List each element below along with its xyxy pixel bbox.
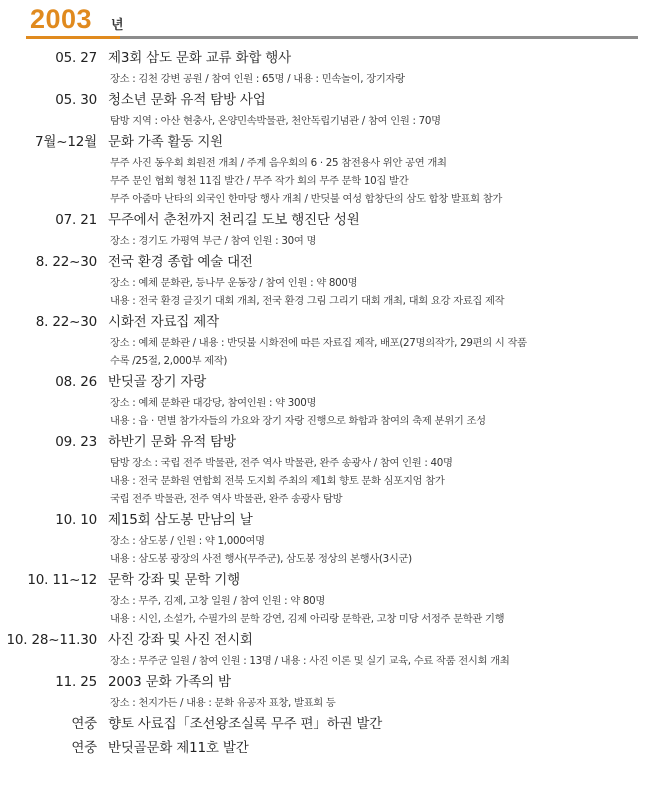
entry-title: 문화 가족 활동 지원 <box>108 134 224 150</box>
entry-heading <box>0 131 657 154</box>
header-rule <box>120 36 638 39</box>
entry-heading <box>0 47 657 70</box>
entry-detail-line: 수록 /25절, 2,000부 제작) <box>110 355 228 367</box>
entry-title: 제15회 삼도봉 만남의 날 <box>108 512 253 528</box>
entry-title: 시화전 자료집 제작 <box>108 314 219 330</box>
timeline-entry <box>0 713 657 737</box>
entry-date: 07. 21 <box>55 212 97 228</box>
entry-title: 반딧골 장기 자랑 <box>108 374 207 390</box>
entry-detail-line: 장소 : 천지가든 / 내용 : 문화 유공자 표창, 발표회 등 <box>110 697 336 709</box>
entry-detail-line: 장소 : 김천 강변 공원 / 참여 인원 : 65명 / 내용 : 민속놀이, 장기자랑 <box>110 73 405 85</box>
entry-detail-line: 장소 : 예체 문화관, 등나무 운동장 / 참여 인원 : 약 800명 <box>110 277 358 289</box>
entry-heading <box>0 509 657 532</box>
timeline-entry <box>0 671 657 713</box>
entry-heading <box>0 89 657 112</box>
entry-heading <box>0 371 657 394</box>
event-timeline <box>0 47 657 761</box>
entry-detail-line: 장소 : 무주, 김제, 고창 일원 / 참여 인원 : 약 80명 <box>110 595 326 607</box>
entry-detail-line: 내용 : 시인, 소설가, 수필가의 문학 강연, 김제 아리랑 문학관, 고창 미당 서정주 문학관 기행 <box>110 613 505 625</box>
entry-title: 2003 문화 가족의 밤 <box>108 674 231 690</box>
entry-heading <box>0 311 657 334</box>
timeline-entry <box>0 209 657 251</box>
entry-detail-line: 장소 : 예체 문화관 대강당, 참여인원 : 약 300명 <box>110 397 317 409</box>
entry-detail-line: 탐방 장소 : 국립 전주 박물관, 전주 역사 박물관, 완주 송광사 / 참여 인원 : 40명 <box>110 457 453 469</box>
entry-title: 반딧골문화 제11호 발간 <box>108 740 249 756</box>
entry-title: 향토 사료집「조선왕조실록 무주 편」하권 발간 <box>108 716 383 732</box>
entry-heading <box>0 209 657 232</box>
timeline-entry <box>0 89 657 131</box>
entry-date: 7월~12월 <box>35 134 97 150</box>
entry-date: 연중 <box>71 716 97 732</box>
entry-detail-line: 무주 사진 동우회 회원전 개최 / 주계 음우회의 6 · 25 참전용사 위안 공연 개최 <box>110 157 447 169</box>
timeline-entry <box>0 737 657 761</box>
entry-heading <box>0 629 657 652</box>
entry-heading <box>0 569 657 592</box>
entry-detail-line: 내용 : 전국 환경 글짓기 대회 개최, 전국 환경 그림 그리기 대회 개최, 대회 요강 자료집 제작 <box>110 295 505 307</box>
entry-date: 05. 27 <box>55 50 97 66</box>
timeline-entry <box>0 311 657 371</box>
entry-date: 10. 10 <box>55 512 97 528</box>
entry-date: 05. 30 <box>55 92 97 108</box>
entry-date: 08. 26 <box>55 374 97 390</box>
year-suffix: 년 <box>111 18 124 33</box>
timeline-entry <box>0 431 657 509</box>
entry-detail-line: 내용 : 전국 문화원 연합회 전북 도지회 주최의 제1회 향토 문화 심포지엄 참가 <box>110 475 445 487</box>
timeline-entry <box>0 569 657 629</box>
entry-date: 10. 28~11.30 <box>6 632 97 648</box>
entry-detail-line: 장소 : 무주군 일원 / 참여 인원 : 13명 / 내용 : 사진 이론 및 실기 교육, 수료 작품 전시회 개최 <box>110 655 510 667</box>
entry-detail-line: 장소 : 삼도봉 / 인원 : 약 1,000여명 <box>110 535 265 547</box>
entry-detail-line: 장소 : 경기도 가평역 부근 / 참여 인원 : 30여 명 <box>110 235 317 247</box>
entry-detail-line: 국립 전주 박물관, 전주 역사 박물관, 완주 송광사 탐방 <box>110 493 343 505</box>
entry-heading <box>0 251 657 274</box>
entry-detail-line: 무주 아줌마 난타의 외국인 한마당 행사 개최 / 반딧불 여성 합창단의 삼도 합창 발표회 참가 <box>110 193 503 205</box>
year-number: 2003 <box>30 4 93 34</box>
timeline-entry <box>0 47 657 89</box>
entry-date: 8. 22~30 <box>35 314 97 330</box>
timeline-entry <box>0 509 657 569</box>
entry-detail-line: 탐방 지역 : 아산 현충사, 온양민속박물관, 천안독립기념관 / 참여 인원 : 70명 <box>110 115 441 127</box>
timeline-entry <box>0 371 657 431</box>
entry-title: 무주에서 춘천까지 천리길 도보 행진단 성원 <box>108 212 360 228</box>
entry-heading <box>0 737 657 760</box>
entry-detail-line: 내용 : 삼도봉 광장의 사전 행사(무주군), 삼도봉 정상의 본행사(3시군) <box>110 553 412 565</box>
entry-date: 09. 23 <box>55 434 97 450</box>
entry-detail-line: 무주 문인 협회 형천 11집 발간 / 무주 작가 회의 무주 문학 10집 발간 <box>110 175 409 187</box>
entry-heading <box>0 713 657 736</box>
timeline-entry <box>0 131 657 209</box>
timeline-entry <box>0 251 657 311</box>
entry-title: 청소년 문화 유적 탐방 사업 <box>108 92 266 108</box>
entry-detail-line: 장소 : 예체 문화관 / 내용 : 반딧불 시화전에 따른 자료집 제작, 배포(27명의작가, 29편의 시 작품 <box>110 337 527 349</box>
timeline-entry <box>0 629 657 671</box>
entry-title: 사진 강좌 및 사진 전시회 <box>108 632 253 648</box>
entry-title: 문학 강좌 및 문학 기행 <box>108 572 240 588</box>
header-accent-rule <box>26 36 120 39</box>
entry-detail-line: 내용 : 읍 · 면별 참가자들의 가요와 장기 자랑 진행으로 화합과 참여의 축제 분위기 조성 <box>110 415 486 427</box>
entry-title: 하반기 문화 유적 탐방 <box>108 434 236 450</box>
entry-heading <box>0 431 657 454</box>
entry-title: 제3회 삼도 문화 교류 화합 행사 <box>108 50 291 66</box>
entry-date: 8. 22~30 <box>35 254 97 270</box>
year-header <box>0 0 657 44</box>
entry-date: 10. 11~12 <box>27 572 97 588</box>
entry-heading <box>0 671 657 694</box>
entry-date: 11. 25 <box>55 674 97 690</box>
entry-date: 연중 <box>71 740 97 756</box>
entry-title: 전국 환경 종합 예술 대전 <box>108 254 253 270</box>
